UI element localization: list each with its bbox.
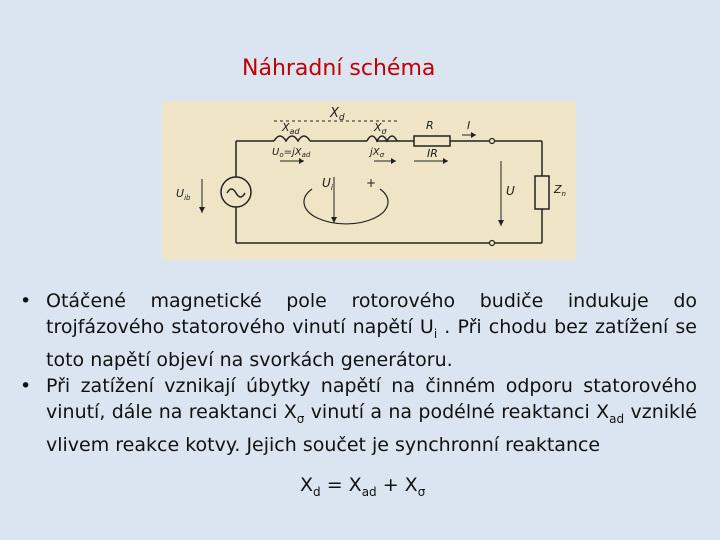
svg-text:I: I bbox=[467, 119, 471, 132]
svg-text:+: + bbox=[366, 176, 377, 190]
svg-text:Xd: $X_d$ bbox=[330, 106, 345, 123]
svg-text:Zn: $Z_n$ bbox=[554, 183, 566, 198]
svg-text:Xσ: $X_\sigma$ bbox=[374, 121, 387, 136]
bullet-list bbox=[20, 288, 697, 458]
resistor-r bbox=[414, 136, 450, 146]
svg-text:U: U bbox=[506, 184, 515, 198]
svg-text:IR: IR bbox=[427, 147, 438, 160]
circuit-svg bbox=[162, 101, 576, 260]
svg-text:Uib: $U_{ib}$ bbox=[176, 187, 191, 202]
bullet-text: Otáčené magnetické pole rotorového budiče indukuje do trojfázového statorového vinutí napětí $U_i$ . Při chodu bez zatížení se toto napětí objeví na svorkách generátoru. bbox=[46, 290, 697, 371]
inductor-xad bbox=[274, 136, 310, 141]
svg-text:Ui: $U_i$ bbox=[322, 176, 334, 192]
synchronous-reactance-formula: $X_d = X_{ad} + X_\sigma$ bbox=[300, 474, 426, 499]
svg-text:R: R bbox=[426, 119, 434, 132]
loop-arrow bbox=[304, 189, 388, 224]
load-zn bbox=[535, 176, 549, 209]
slide-title: Náhradní schéma bbox=[242, 56, 436, 81]
svg-text:jXσ: $jX_\sigma$ bbox=[370, 147, 385, 159]
bullet-item bbox=[20, 373, 697, 458]
equivalent-circuit-diagram bbox=[162, 101, 576, 260]
bullet-text: Při zatížení vznikají úbytky napětí na činném odporu statorového vinutí, dále na reaktanci $X_\sigma$ vinutí a na podélné reaktanci $X_{ad}$ vzniklé vlivem reakce kotvy. Jejich součet je synchronní reaktance bbox=[46, 374, 697, 456]
bullet-dot: • bbox=[20, 290, 32, 312]
svg-text:Uo=jXad: $U_o=jX_{ad}$ bbox=[272, 147, 311, 159]
svg-text:Xad: $X_{ad}$ bbox=[282, 121, 300, 136]
bullet-item bbox=[20, 288, 697, 373]
terminal-bottom bbox=[490, 241, 495, 246]
bullet-dot: • bbox=[20, 374, 32, 397]
terminal-top bbox=[490, 139, 495, 144]
